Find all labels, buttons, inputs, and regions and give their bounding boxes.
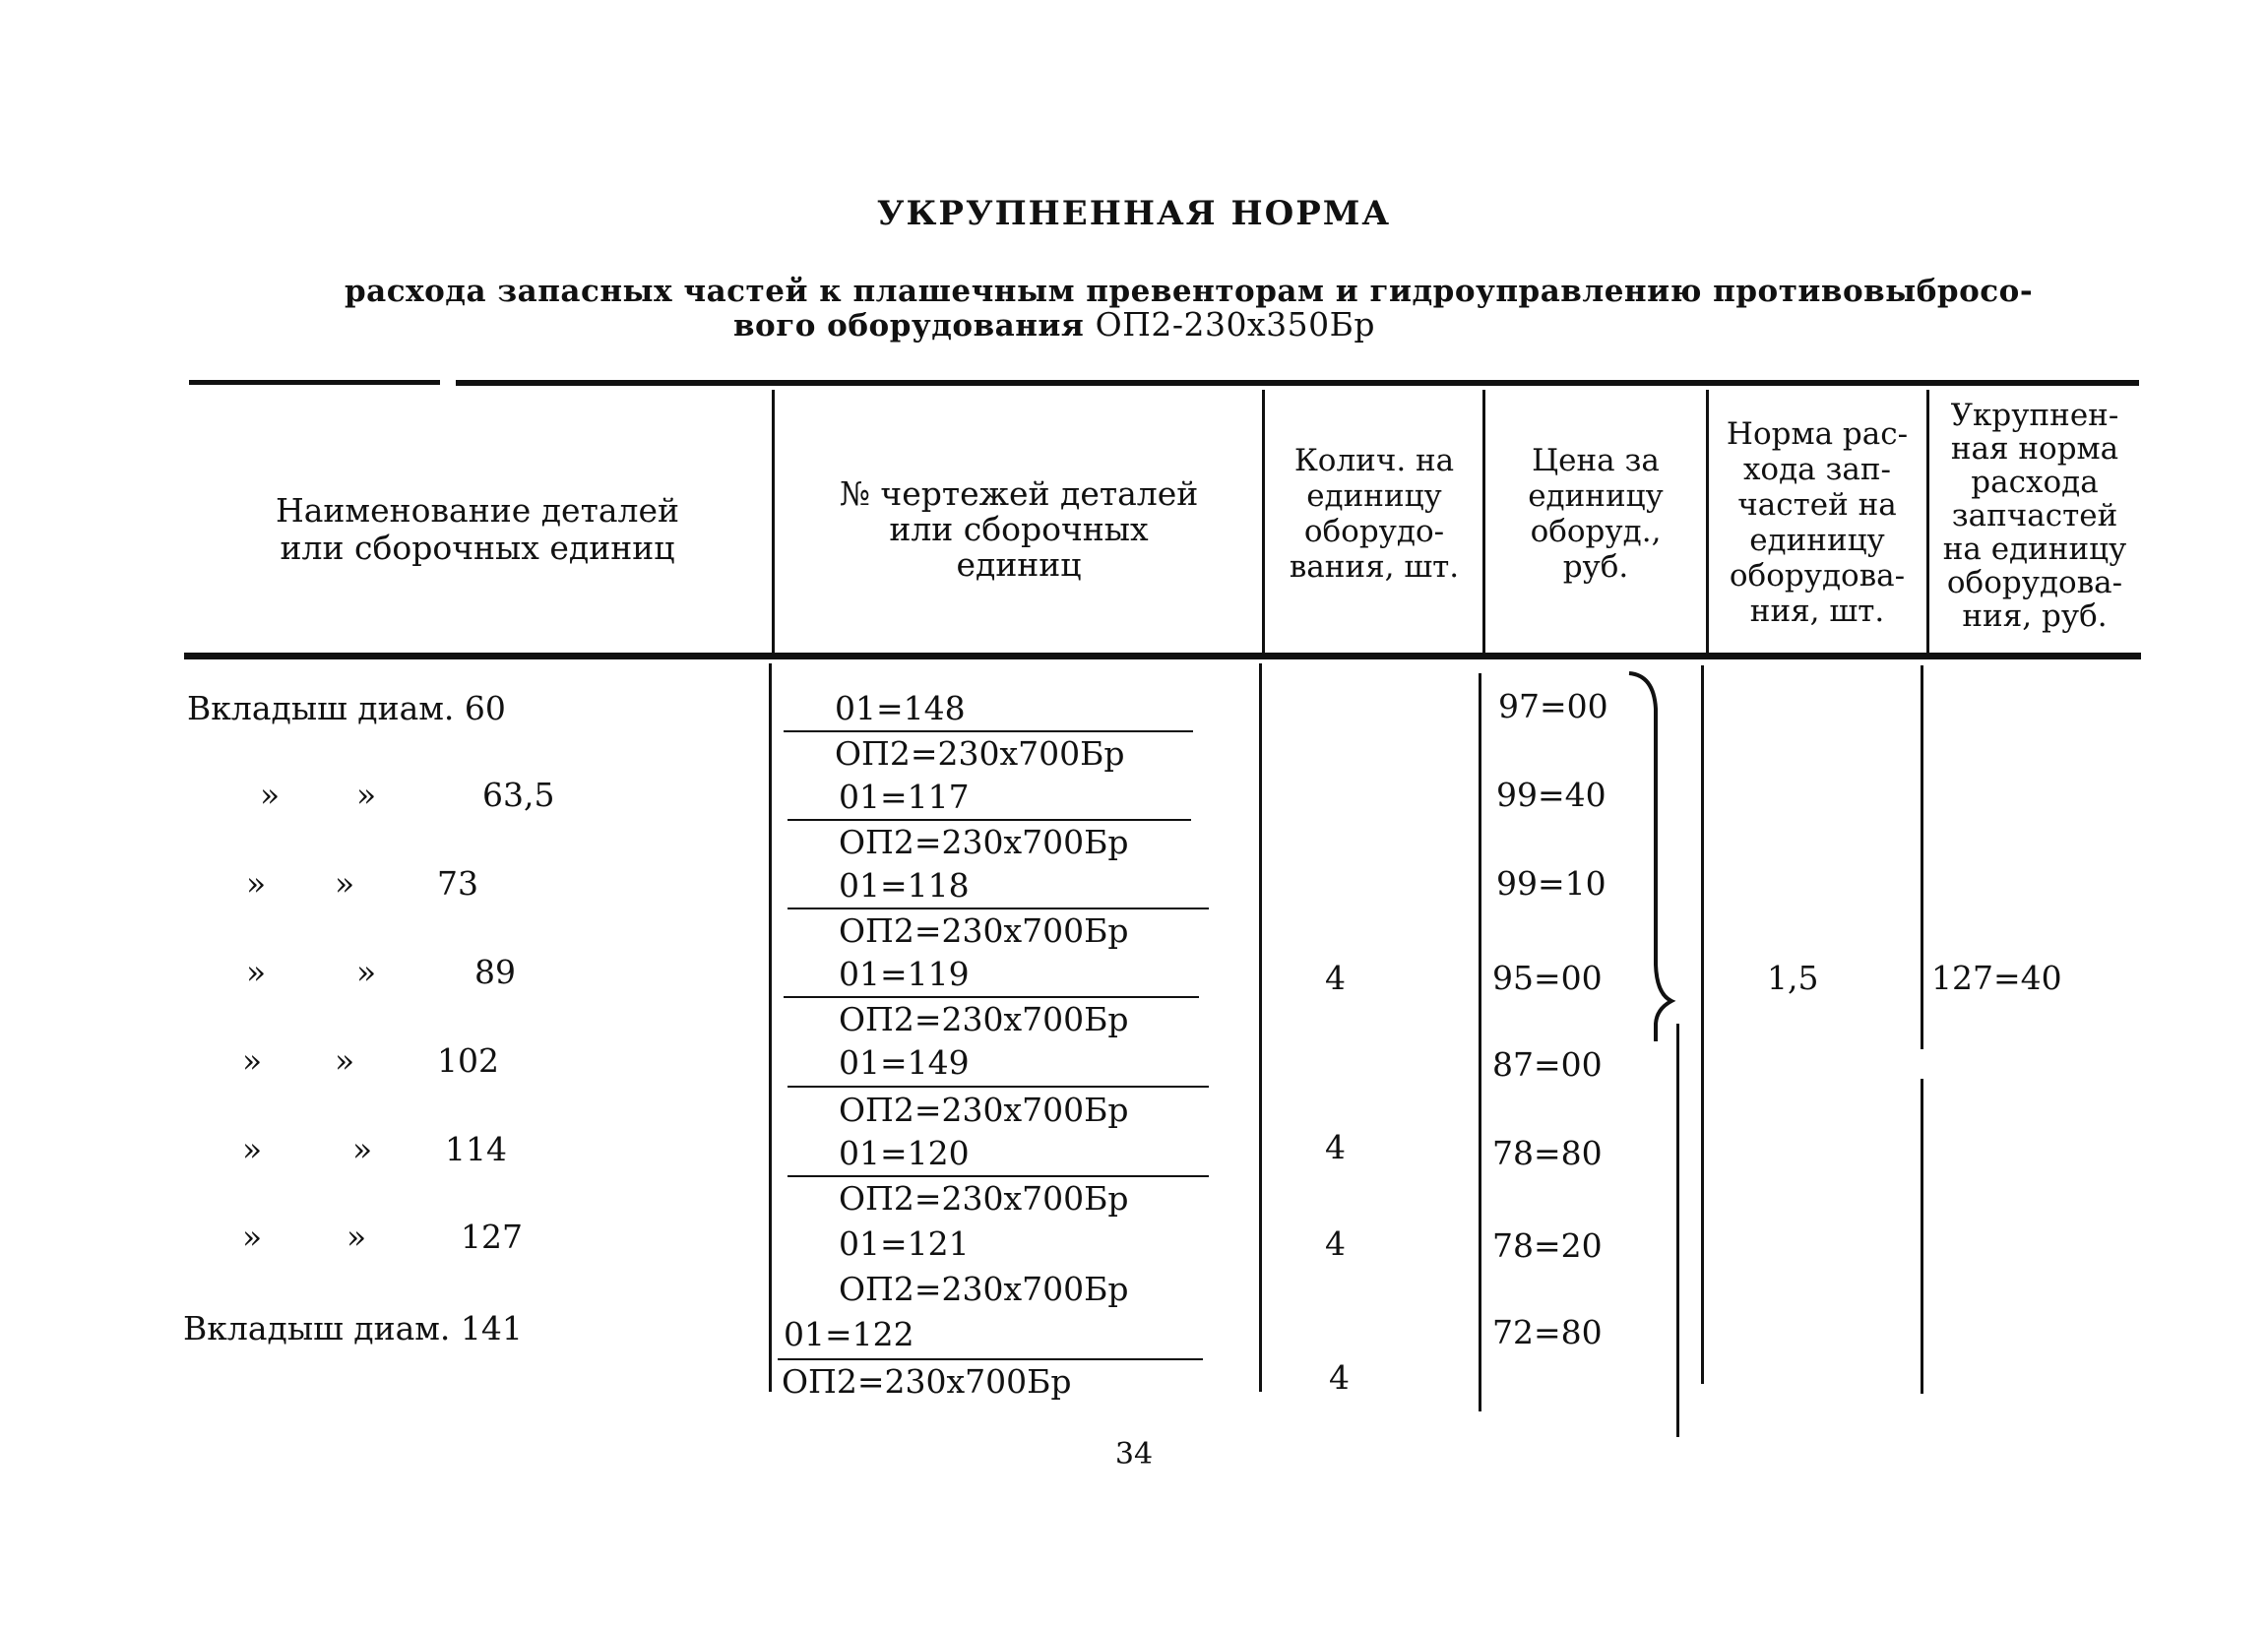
drawing-code-1: ОП2=230х700Бр: [835, 734, 1125, 773]
name-value-4: 89: [474, 953, 516, 991]
name-value-5: 102: [437, 1041, 499, 1080]
name-ditto-4b: »: [356, 953, 377, 991]
table-top-rule: [456, 380, 2139, 386]
price-5: 87=00: [1492, 1045, 1603, 1084]
drawing-num-2: 01=117: [839, 778, 970, 816]
table-top-rule-left: [189, 380, 440, 385]
quantity-3: 4: [1325, 1224, 1346, 1263]
name-value-7: 127: [461, 1218, 523, 1256]
name-ditto-7a: »: [242, 1218, 263, 1256]
name-ditto-2b: »: [356, 776, 377, 814]
drawing-num-3: 01=118: [839, 866, 970, 905]
drawing-code-4: ОП2=230х700Бр: [839, 1000, 1129, 1038]
body-divider-6b: [1921, 1079, 1923, 1394]
name-ditto-6a: »: [242, 1130, 263, 1168]
drawing-code-2: ОП2=230х700Бр: [839, 823, 1129, 861]
price-8: 72=80: [1492, 1313, 1603, 1351]
drawing-fraction-line-5: [788, 1086, 1209, 1088]
name-ditto-5b: »: [335, 1041, 355, 1080]
page-number: 34: [1114, 1437, 1154, 1471]
drawing-num-6: 01=120: [839, 1134, 970, 1172]
header-divider-2: [1262, 390, 1265, 654]
subtitle-text: вого оборудования: [733, 308, 1085, 344]
drawing-code-5: ОП2=230х700Бр: [839, 1091, 1129, 1129]
body-divider-2: [1259, 663, 1262, 1392]
name-ditto-2a: »: [260, 776, 281, 814]
price-1: 97=00: [1498, 687, 1608, 725]
price-4: 95=00: [1492, 959, 1603, 997]
header-divider-3: [1482, 390, 1485, 654]
document-subtitle-line1: расхода запасных частей к плашечным превенторам и гидроуправлению противовыбросо-: [345, 274, 2034, 309]
price-7: 78=20: [1492, 1226, 1603, 1265]
body-divider-3: [1479, 673, 1481, 1411]
name-row-8: Вкладыш диам. 141: [183, 1309, 523, 1347]
name-ditto-7b: »: [346, 1218, 367, 1256]
document-title: УКРУПНЕННАЯ НОРМА: [876, 194, 1392, 233]
header-name: Наименование деталей или сборочных единиц: [275, 491, 680, 567]
name-ditto-6b: »: [352, 1130, 373, 1168]
body-divider-4: [1676, 1024, 1679, 1437]
name-value-3: 73: [437, 864, 478, 903]
drawing-fraction-line-3: [788, 908, 1209, 909]
drawing-num-5: 01=149: [839, 1043, 970, 1082]
quantity-4: 4: [1329, 1358, 1350, 1397]
norm-rub-value: 127=40: [1931, 959, 2062, 997]
price-2: 99=40: [1496, 776, 1606, 814]
header-price: Цена за единицу оборуд., руб.: [1528, 443, 1664, 585]
price-6: 78=80: [1492, 1134, 1603, 1172]
subtitle-code: ОП2-230х350Бр: [1095, 305, 1376, 344]
quantity-2: 4: [1325, 1128, 1346, 1166]
drawing-code-6: ОП2=230х700Бр: [839, 1179, 1129, 1218]
drawing-num-7: 01=121: [839, 1224, 970, 1263]
drawing-code-8: ОП2=230х700Бр: [782, 1362, 1072, 1401]
name-ditto-5a: »: [242, 1041, 263, 1080]
quantity-1: 4: [1325, 959, 1346, 997]
header-divider-5: [1926, 390, 1929, 654]
header-drawing: № чертежей деталей или сборочных единиц: [839, 474, 1199, 584]
drawing-fraction-line-8: [778, 1358, 1203, 1360]
price-3: 99=10: [1496, 864, 1606, 903]
drawing-num-1: 01=148: [835, 689, 966, 727]
drawing-fraction-line-6: [788, 1175, 1209, 1177]
name-value-6: 114: [445, 1130, 507, 1168]
header-bottom-rule: [184, 653, 2141, 659]
name-ditto-4a: »: [246, 953, 267, 991]
drawing-fraction-line-4: [784, 996, 1199, 998]
name-row-1: Вкладыш диам. 60: [187, 689, 506, 727]
drawing-num-8: 01=122: [784, 1315, 914, 1353]
name-ditto-3b: »: [335, 864, 355, 903]
drawing-code-7: ОП2=230х700Бр: [839, 1270, 1129, 1308]
header-divider-1: [772, 390, 775, 654]
name-ditto-3a: »: [246, 864, 267, 903]
document-subtitle-line2: [733, 305, 1375, 344]
body-divider-1: [769, 663, 772, 1392]
drawing-fraction-line-2: [788, 819, 1191, 821]
drawing-num-4: 01=119: [839, 955, 970, 993]
body-divider-5: [1701, 665, 1704, 1384]
norm-qty-value: 1,5: [1767, 959, 1819, 997]
drawing-fraction-line-1: [784, 730, 1193, 732]
header-divider-4: [1706, 390, 1709, 654]
header-norm-qty: Норма рас- хода зап- частей на единицу оборудова- ния, шт.: [1726, 416, 1909, 629]
bracket-icon: [1624, 669, 1683, 1043]
drawing-code-3: ОП2=230х700Бр: [839, 911, 1129, 950]
header-norm-rub: Укрупнен- ная норма расхода запчастей на единицу оборудова- ния, руб.: [1942, 398, 2127, 634]
name-value-2: 63,5: [482, 776, 555, 814]
body-divider-6a: [1921, 665, 1923, 1049]
header-qty: Колич. на единицу оборудо- вания, шт.: [1289, 443, 1460, 585]
